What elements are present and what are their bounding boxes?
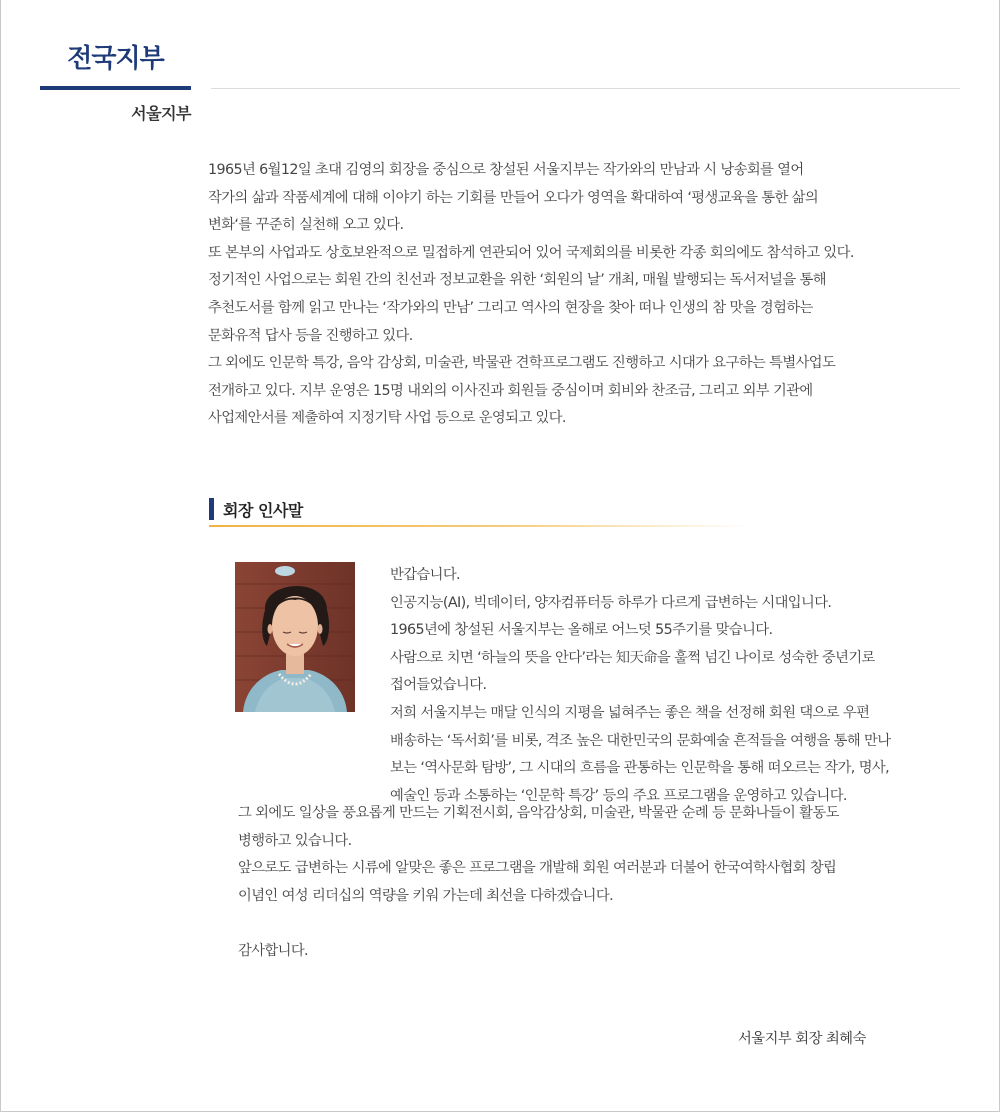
- intro-line: 변화‘를 꾸준히 실천해 오고 있다.: [208, 217, 404, 234]
- greeting-line: 이념인 여성 리더십의 역량을 키워 가는데 최선을 다하겠습니다.: [238, 887, 614, 904]
- greeting-line: 감사합니다.: [238, 942, 308, 959]
- greeting-line: 앞으로도 급변하는 시류에 알맞은 좋은 프로그램을 개발해 회원 여러분과 더불어 한국여학사협회 창립: [238, 860, 837, 877]
- greeting-heading-text: 회장 인사말: [223, 500, 303, 520]
- intro-line: 또 본부의 사업과도 상호보완적으로 밀접하게 연관되어 있어 국제회의를 비롯한 각종 회의에도 참석하고 있다.: [208, 244, 854, 261]
- intro-line: 그 외에도 인문학 특강, 음악 감상회, 미술관, 박물관 견학프로그램도 진행하고 시대가 요구하는 특별사업도: [208, 355, 836, 372]
- greeting-line: 접어들었습니다.: [390, 677, 487, 694]
- intro-line: 사업제안서를 제출하여 지정기탁 사업 등으로 운영되고 있다.: [208, 410, 566, 427]
- intro-line: 1965년 6월12일 초대 김영의 회장을 중심으로 창설된 서울지부는 작가와의 만남과 시 낭송회를 열어: [208, 162, 804, 178]
- header-divider: [211, 88, 960, 89]
- greeting-line: 예술인 등과 소통하는 ‘인문학 특강’ 등의 주요 프로그램을 운영하고 있습니다.: [390, 787, 847, 804]
- greeting-line: 1965년에 창설된 서울지부는 올해로 어느덧 55주기를 맞습니다.: [390, 622, 773, 639]
- intro-line: 작가의 삶과 작품세계에 대해 이야기 하는 기회를 만들어 오다가 영역을 확대하여 ‘평생교육을 통한 삶의: [208, 189, 819, 206]
- intro-line: 정기적인 사업으로는 회원 간의 친선과 정보교환을 위한 ‘회원의 날’ 개최, 매월 발행되는 독서저널을 통해: [208, 272, 826, 289]
- signature: 서울지부 회장 최혜숙: [738, 1031, 866, 1047]
- greeting-line: 배송하는 ‘독서회’를 비롯, 격조 높은 대한민국의 문화예술 흔적들을 여행을 통해 만나: [390, 732, 891, 749]
- greeting-body: [390, 562, 970, 810]
- greeting-line: 사람으로 치면 ‘하늘의 뜻을 안다’라는 知天命을 훌쩍 넘긴 나이로 성숙한 중년기로: [390, 649, 875, 666]
- page-title: 전국지부: [67, 44, 164, 74]
- title-underline: [40, 86, 191, 90]
- greeting-line: 병행하고 있습니다.: [238, 832, 352, 849]
- greeting-closing: [238, 800, 978, 966]
- greeting-line: 그 외에도 일상을 풍요롭게 만드는 기획전시회, 음악감상회, 미술관, 박물관 순례 등 문화나들이 활동도: [238, 805, 839, 821]
- greeting-line: 보는 ‘역사문화 탐방’, 그 시대의 흐름을 관통하는 인문학을 통해 떠오르는 작가, 명사,: [390, 760, 890, 777]
- portrait-illustration: [235, 562, 355, 712]
- branch-intro: [208, 157, 968, 433]
- intro-line: 문화유적 답사 등을 진행하고 있다.: [208, 327, 413, 344]
- greeting-heading: [209, 497, 303, 521]
- greeting-line: 인공지능(AI), 빅데이터, 양자컴퓨터등 하루가 다르게 급변하는 시대입니다.: [390, 594, 832, 611]
- president-photo: [235, 562, 355, 712]
- blank-line: [238, 910, 978, 938]
- branch-subtitle: 서울지부: [131, 104, 191, 123]
- greeting-line: 저희 서울지부는 매달 인식의 지평을 넓혀주는 좋은 책을 선정해 회원 댁으로 우편: [390, 704, 870, 721]
- intro-line: 전개하고 있다. 지부 운영은 15명 내외의 이사진과 회원들 중심이며 회비와 찬조금, 그리고 외부 기관에: [208, 382, 813, 399]
- heading-bar: [209, 498, 214, 520]
- greeting-divider: [209, 525, 749, 527]
- greeting-line: 반갑습니다.: [390, 567, 460, 583]
- intro-line: 추천도서를 함께 읽고 만나는 ‘작가와의 만남’ 그리고 역사의 현장을 찾아 떠나 인생의 참 맛을 경험하는: [208, 299, 813, 316]
